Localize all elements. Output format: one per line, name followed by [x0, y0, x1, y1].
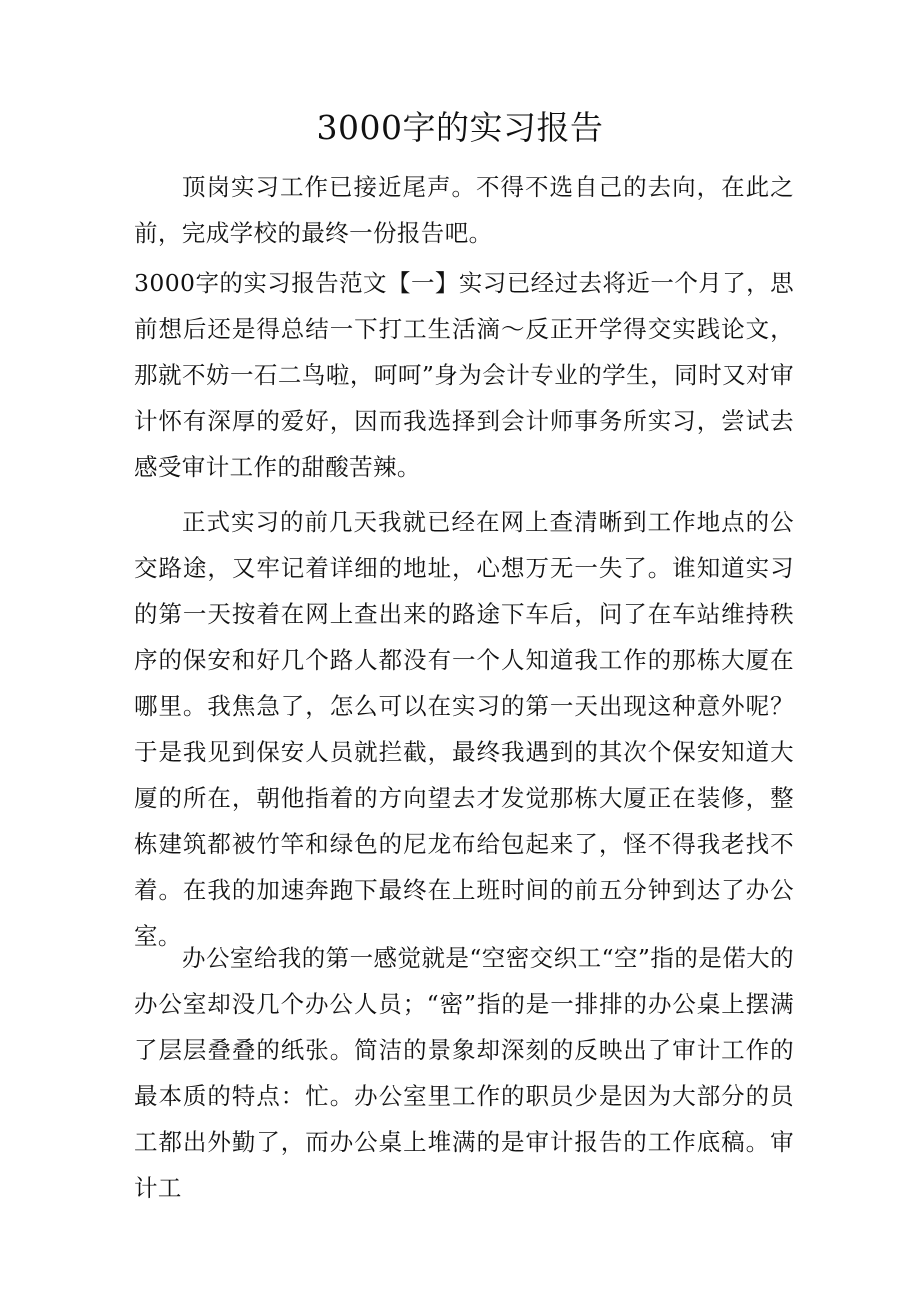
- paragraph-sample-one: 3000字的实习报告范文【一】实习已经过去将近一个月了，思前想后还是得总结一下打工生活滴～反正开学得交实践论文，那就不妨一石二鸟啦，呵呵”身为会计专业的学生，同时又对审计怀有深厚的爱好，因而我选择到会计师事务所实习，尝试去感受审计工作的甜酸苦辣。: [134, 269, 794, 481]
- document-title: 3000字的实习报告: [316, 108, 604, 147]
- paragraph-office: 办公室给我的第一感觉就是“空密交织工“空”指的是偌大的办公室却没几个办公人员；“密”指的是一排排的办公桌上摆满了层层叠叠的纸张。简洁的景象却深刻的反映出了审计工作的最本质的特点：忙。办公室里工作的职员少是因为大部分的员工都出外勤了，而办公桌上堆满的是审计报告的工作底稿。审计工: [134, 944, 794, 1202]
- paragraph-intro: 顶岗实习工作已接近尾声。不得不选自己的去向，在此之前，完成学校的最终一份报告吧。: [134, 173, 794, 247]
- paragraph-first-day: 正式实习的前几天我就已经在网上查清晰到工作地点的公交路途，又牢记着详细的地址，心想万无一失了。谁知道实习的第一天按着在网上查出来的路途下车后，问了在车站维持秩序的保安和好几个路人都没有一个人知道我工作的那栋大厦在哪里。我焦急了，怎么可以在实习的第一天出现这种意外呢？于是我见到保安人员就拦截，最终我遇到的其次个保安知道大厦的所在，朝他指着的方向望去才发觉那栋大厦正在装修，整栋建筑都被竹竿和绿色的尼龙布给包起来了，怪不得我老找不着。在我的加速奔跑下最终在上班时间的前五分钟到达了办公室。: [134, 508, 794, 950]
